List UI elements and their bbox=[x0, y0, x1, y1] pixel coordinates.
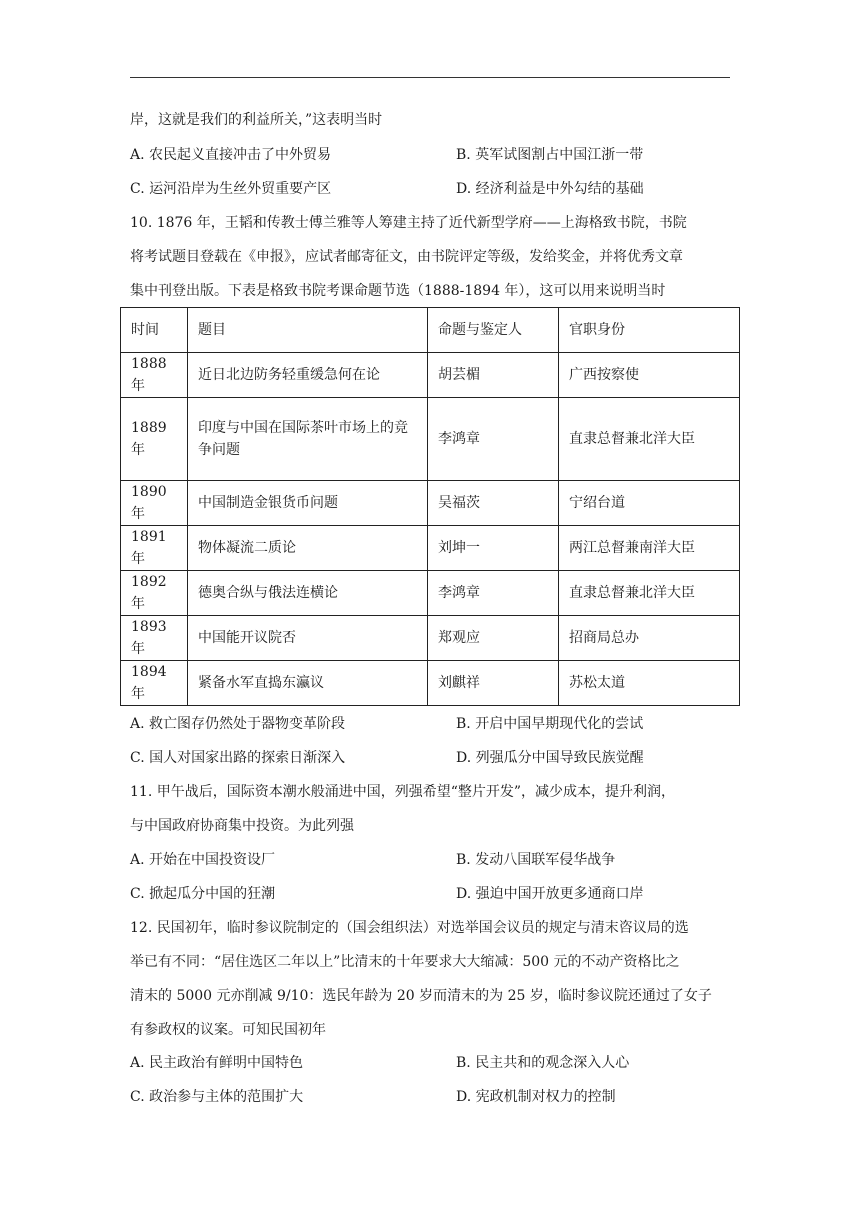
header-cell: 时间 bbox=[121, 308, 188, 353]
table-cell: 宁绍台道 bbox=[559, 481, 740, 526]
q12-option-a: A. 民主政治有鲜明中国特色 bbox=[130, 1055, 304, 1071]
q11-stem-line-2: 与中国政府协商集中投资。为此列强 bbox=[130, 818, 354, 834]
q10-stem-line-1: 10. 1876 年，王韬和传教士傅兰雅等人筹建主持了近代新型学府——上海格致书院，书院 bbox=[130, 215, 687, 231]
table-row bbox=[121, 661, 740, 706]
q10-option-b: B. 开启中国早期现代化的尝试 bbox=[456, 716, 644, 732]
q12-option-c: C. 政治参与主体的范围扩大 bbox=[130, 1089, 304, 1105]
table-cell: 1889 年 bbox=[121, 398, 188, 481]
table-cell: 德奥合纵与俄法连横论 bbox=[188, 571, 428, 616]
table-row bbox=[121, 571, 740, 616]
header-cell: 官职身份 bbox=[559, 308, 740, 353]
table-cell: 1893 年 bbox=[121, 616, 188, 661]
table-cell: 直隶总督兼北洋大臣 bbox=[559, 571, 740, 616]
q12-option-b: B. 民主共和的观念深入人心 bbox=[456, 1055, 630, 1071]
table-cell: 直隶总督兼北洋大臣 bbox=[559, 398, 740, 481]
table-cell: 胡芸楣 bbox=[428, 353, 559, 398]
table-cell: 招商局总办 bbox=[559, 616, 740, 661]
q11-option-b: B. 发动八国联军侵华战争 bbox=[456, 852, 616, 868]
q9-stem-tail: 岸，这就是我们的利益所关，”这表明当时 bbox=[130, 112, 383, 128]
header-cell: 命题与鉴定人 bbox=[428, 308, 559, 353]
table-row bbox=[121, 353, 740, 398]
q9-option-a: A. 农民起义直接冲击了中外贸易 bbox=[130, 147, 332, 163]
table-cell: 1890 年 bbox=[121, 481, 188, 526]
table-row bbox=[121, 398, 740, 481]
q10-option-a: A. 救亡图存仍然处于器物变革阶段 bbox=[130, 716, 346, 732]
table-cell: 刘坤一 bbox=[428, 526, 559, 571]
q12-stem-line-1: 12. 民国初年，临时参议院制定的（国会组织法）对选举国会议员的规定与清末咨议局的选 bbox=[130, 920, 689, 936]
q12-stem-line-2: 举已有不同：“居住选区二年以上”比清末的十年要求大大缩减：500 元的不动产资格比之 bbox=[130, 954, 680, 970]
q12-stem-line-4: 有参政权的议案。可知民国初年 bbox=[130, 1022, 326, 1038]
table-row bbox=[121, 526, 740, 571]
table-cell: 1888 年 bbox=[121, 353, 188, 398]
table-cell: 吴福茨 bbox=[428, 481, 559, 526]
table-cell: 物体凝流二质论 bbox=[188, 526, 428, 571]
q9-option-d: D. 经济利益是中外勾结的基础 bbox=[456, 181, 644, 197]
table-cell: 李鸿章 bbox=[428, 398, 559, 481]
table-header-row bbox=[121, 308, 740, 353]
q9-option-b: B. 英军试图割占中国江浙一带 bbox=[456, 147, 644, 163]
table-cell: 1892 年 bbox=[121, 571, 188, 616]
gezhi-exam-table bbox=[120, 307, 740, 706]
table-cell: 近日北边防务轻重缓急何在论 bbox=[188, 353, 428, 398]
table-cell: 郑观应 bbox=[428, 616, 559, 661]
q11-stem-line-1: 11. 甲午战后，国际资本潮水般涌进中国，列强希望“整片开发”，减少成本，提升利润， bbox=[130, 784, 676, 800]
q11-option-d: D. 强迫中国开放更多通商口岸 bbox=[456, 886, 644, 902]
q10-stem-line-2: 将考试题目登载在《申报》，应试者邮寄征文，由书院评定等级，发给奖金，并将优秀文章 bbox=[130, 249, 683, 265]
q10-option-c: C. 国人对国家出路的探索日渐深入 bbox=[130, 750, 346, 766]
q12-stem-line-3: 清末的 5000 元亦削减 9/10：选民年龄为 20 岁而清末的为 25 岁，临时参议院还通过了女子 bbox=[130, 988, 712, 1004]
table-row bbox=[121, 481, 740, 526]
q11-option-c: C. 掀起瓜分中国的狂潮 bbox=[130, 886, 276, 902]
table-cell: 中国能开议院否 bbox=[188, 616, 428, 661]
table-cell: 两江总督兼南洋大臣 bbox=[559, 526, 740, 571]
table-cell: 1891 年 bbox=[121, 526, 188, 571]
table-row bbox=[121, 616, 740, 661]
q9-option-c: C. 运河沿岸为生丝外贸重要产区 bbox=[130, 181, 332, 197]
table-cell: 广西按察使 bbox=[559, 353, 740, 398]
table-cell: 李鸿章 bbox=[428, 571, 559, 616]
table-cell: 紧备水军直捣东瀛议 bbox=[188, 661, 428, 706]
q11-option-a: A. 开始在中国投资设厂 bbox=[130, 852, 276, 868]
header-rule bbox=[130, 77, 730, 78]
table-cell: 印度与中国在国际茶叶市场上的竞争问题 bbox=[188, 398, 428, 481]
q12-option-d: D. 宪政机制对权力的控制 bbox=[456, 1089, 616, 1105]
table-cell: 1894 年 bbox=[121, 661, 188, 706]
q10-stem-line-3: 集中刊登出版。下表是格致书院考课命题节选（1888-1894 年），这可以用来说明当时 bbox=[130, 283, 666, 299]
q10-option-d: D. 列强瓜分中国导致民族觉醒 bbox=[456, 750, 644, 766]
header-cell: 题目 bbox=[188, 308, 428, 353]
table-cell: 苏松太道 bbox=[559, 661, 740, 706]
table-cell: 中国制造金银货币问题 bbox=[188, 481, 428, 526]
table-cell: 刘麒祥 bbox=[428, 661, 559, 706]
